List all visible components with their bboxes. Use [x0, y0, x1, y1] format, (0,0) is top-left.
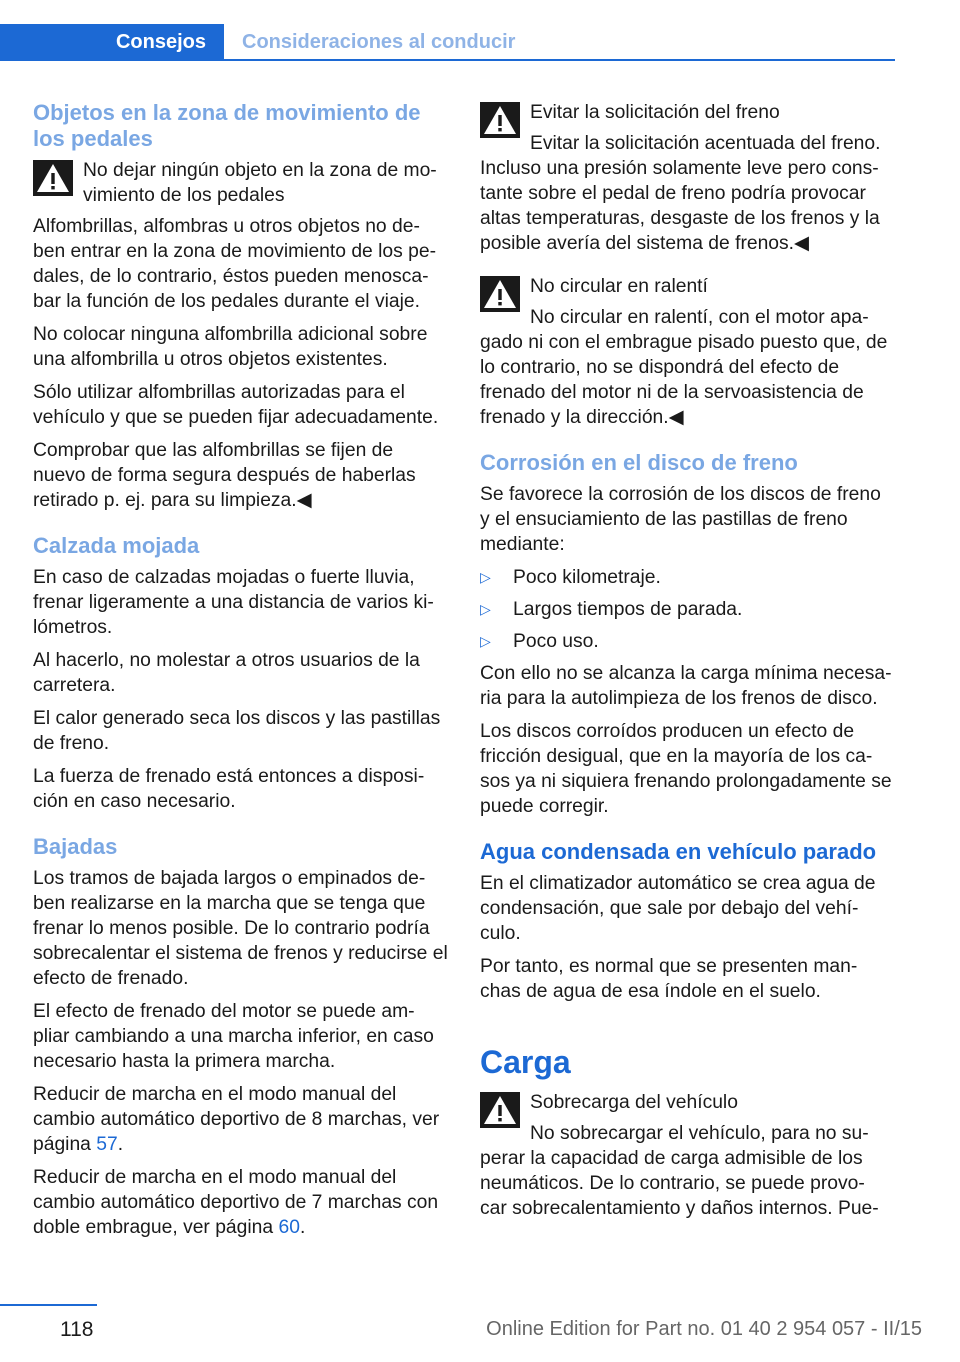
warning-title: No circular en ralentí	[530, 276, 708, 297]
warning-body: No sobrecargar el vehículo, para no su‐ perar la capacidad de carga admisible de los neumáticos. De lo contrario, se puede provo‐ car sobrecalentamiento y daños internos. Pue‐	[480, 1123, 879, 1219]
bullet-triangle-icon: ▷	[480, 569, 491, 585]
heading-pedales: Objetos en la zona de movimiento de los pedales	[33, 100, 421, 151]
list-item	[480, 629, 895, 654]
paragraph: El calor generado seca los discos y las pastillas de freno.	[33, 708, 441, 754]
paragraph: Se favorece la corrosión de los discos de freno y el ensuciamiento de las pastillas de freno mediante:	[480, 484, 881, 555]
heading-agua-condensada: Agua condensada en vehículo parado	[480, 839, 877, 864]
paragraph: El efecto de frenado del motor se puede am‐ pliar cambiando a una marcha inferior, en caso necesario hasta la primera marcha.	[33, 1001, 434, 1072]
paragraph: Reducir de marcha en el modo manual del cambio automático deportivo de 8 marchas, ver página 57.	[33, 1084, 440, 1155]
footer-rule	[0, 1304, 97, 1306]
heading-corrosion: Corrosión en el disco de freno	[480, 450, 798, 475]
warning-title: Sobrecarga del vehículo	[530, 1092, 738, 1113]
bullet-triangle-icon: ▷	[480, 601, 491, 617]
heading-carga: Carga	[480, 1044, 571, 1080]
paragraph: En caso de calzadas mojadas o fuerte lluvia, frenar ligeramente a una distancia de varios ki‐ lómetros.	[33, 567, 434, 638]
heading-bajadas: Bajadas	[33, 834, 118, 859]
warning-triangle-icon	[33, 160, 73, 196]
paragraph: Con ello no se alcanza la carga mínima necesa‐ ria para la autolimpieza de los frenos de disco.	[480, 663, 892, 709]
bullet-triangle-icon: ▷	[480, 633, 491, 649]
paragraph: Por tanto, es normal que se presenten man‐ chas de agua de esa índole en el suelo.	[480, 956, 858, 1002]
warning-pedales	[33, 158, 448, 208]
warning-ralenti	[480, 274, 895, 430]
paragraph: Sólo utilizar alfombrillas autorizadas para el vehículo y que se pueden fijar adecuadamente.	[33, 382, 439, 428]
list-item	[480, 597, 895, 622]
list-item-text: Poco uso.	[513, 631, 599, 652]
edition-note: Online Edition for Part no. 01 40 2 954 057 - II/15	[486, 1318, 922, 1340]
section-tab-consejos[interactable]: Consejos	[0, 24, 224, 61]
left-column	[33, 100, 448, 1248]
heading-calzada-mojada: Calzada mojada	[33, 533, 200, 558]
warning-body: No circular en ralentí, con el motor apa‐ gado ni con el embrague pisado puesto que, de lo contrario, no se dispondrá del efecto de frenado del motor ni de la servoasistencia de frenado y la dirección.◀	[480, 307, 888, 428]
warning-triangle-icon	[480, 1092, 520, 1128]
warning-triangle-icon	[480, 102, 520, 138]
paragraph: Comprobar que las alfombrillas se fijen de nuevo de forma segura después de haberlas retirado p. ej. para su limpieza.◀	[33, 440, 416, 511]
warning-freno	[480, 100, 895, 256]
paragraph: Los discos corroídos producen un efecto de fricción desigual, que en la mayoría de los ca‐ sos ya ni siquiera frenando prolongadamente se puede corregir.	[480, 721, 892, 817]
paragraph: En el climatizador automático se crea agua de condensación, que sale por debajo del vehí‐ culo.	[480, 873, 876, 944]
paragraph: Al hacerlo, no molestar a otros usuarios de la carretera.	[33, 650, 420, 696]
paragraph: Los tramos de bajada largos o empinados de‐ ben realizarse en la marcha que se tenga que frenar lo menos posible. De lo contrario podría sobrecalentar el sistema de frenos y reducirse el efecto de frenado.	[33, 868, 448, 989]
warning-carga	[480, 1090, 895, 1221]
page-link-60[interactable]: 60	[278, 1217, 300, 1238]
warning-title: Evitar la solicitación del freno	[530, 102, 780, 123]
warning-triangle-icon	[480, 276, 520, 312]
paragraph: Alfombrillas, alfombras u otros objetos no de‐ ben entrar en la zona de movimiento de los pe‐ dales, de lo contrario, éstos pueden menosca‐ bar la función de los pedales durante el viaje.	[33, 216, 437, 312]
paragraph: No colocar ninguna alfombrilla adicional sobre una alfombrilla u otros objetos existentes.	[33, 324, 428, 370]
page-header	[0, 0, 960, 60]
paragraph: Reducir de marcha en el modo manual del cambio automático deportivo de 7 marchas con doble embrague, ver página 60.	[33, 1167, 439, 1238]
header-rule	[0, 59, 895, 61]
list-item-text: Poco kilometraje.	[513, 567, 661, 588]
page-link-57[interactable]: 57	[96, 1134, 118, 1155]
list-item	[480, 565, 895, 590]
right-column	[480, 100, 895, 1229]
paragraph-text: Reducir de marcha en el modo manual del cambio automático deportivo de 8 marchas, ver página	[33, 1084, 440, 1155]
warning-title: No dejar ningún objeto en la zona de mo‐ vimiento de los pedales	[83, 160, 437, 206]
chapter-tab-consideraciones[interactable]: Consideraciones al conducir	[242, 31, 516, 53]
page-number: 118	[60, 1318, 94, 1341]
list-item-text: Largos tiempos de parada.	[513, 599, 743, 620]
paragraph: La fuerza de frenado está entonces a disposi‐ ción en caso necesario.	[33, 766, 425, 812]
paragraph-text: Reducir de marcha en el modo manual del cambio automático deportivo de 7 marchas con doble embrague, ver página	[33, 1167, 439, 1238]
warning-body: Evitar la solicitación acentuada del freno. Incluso una presión solamente leve pero cons‐ tante sobre el pedal de freno podría provocar altas temperaturas, desgaste de los frenos y la posible avería del sistema de frenos.◀	[480, 133, 881, 254]
